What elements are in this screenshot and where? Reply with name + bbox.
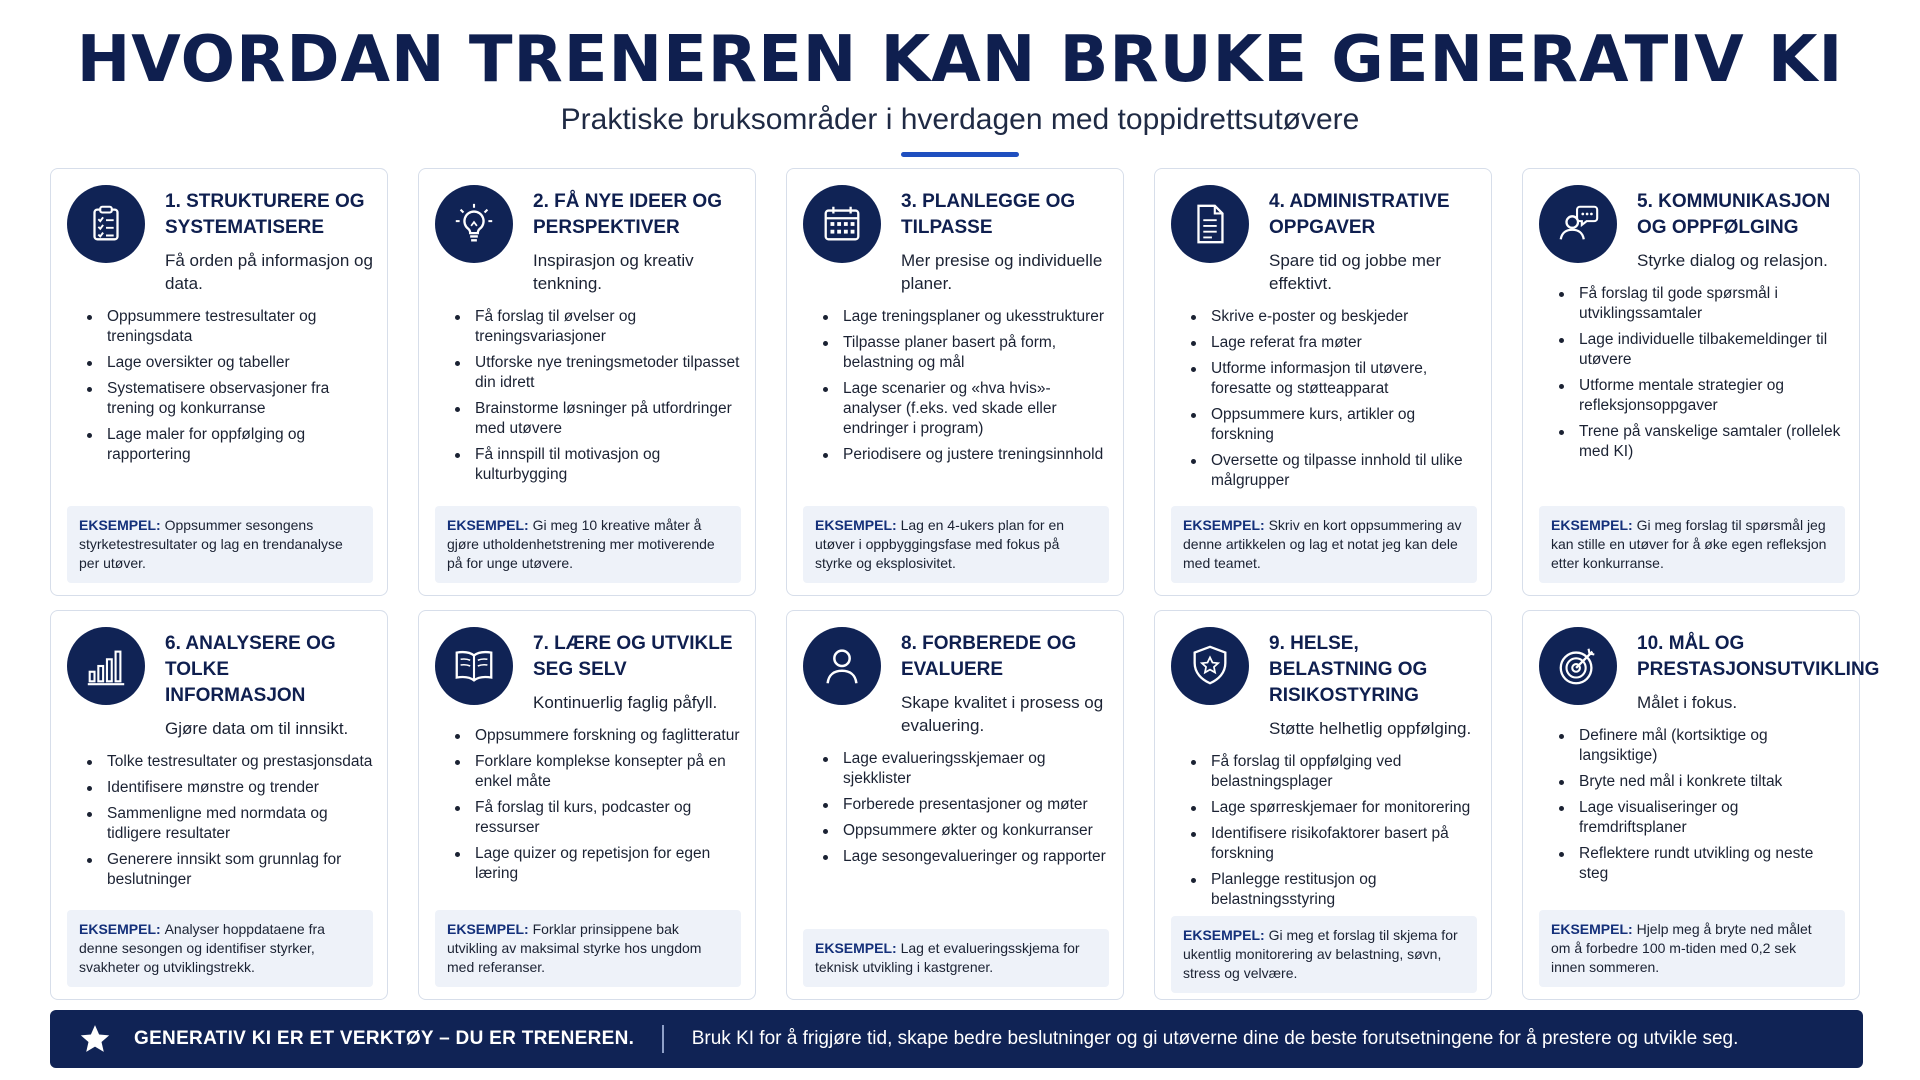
example-label: EKSEMPEL: — [1551, 921, 1637, 937]
card-title: 8. FORBEREDE OG EVALUERE — [901, 633, 1077, 680]
card-icon-badge — [803, 627, 881, 705]
example-text: Hjelp meg å bryte ned målet om å forbedre 100 m-tiden med 0,2 sek innen sommeren. — [1551, 921, 1812, 975]
bullet-item: Utforme mentale strategier og refleksjonsoppgaver — [1559, 376, 1845, 416]
bullet-item: Bryte ned mål i konkrete tiltak — [1559, 772, 1845, 792]
bullet-item: Oppsummere forskning og faglitteratur — [455, 726, 741, 746]
use-case-card — [1154, 168, 1492, 596]
card-title: 9. HELSE, BELASTNING OG RISIKOSTYRING — [1269, 633, 1428, 706]
bullet-list — [435, 307, 741, 491]
bullet-list — [1171, 752, 1477, 916]
example-box — [435, 910, 741, 987]
example-text: Gi meg et forslag til skjema for ukentlig monitorering av belastning, søvn, stress og velvære. — [1183, 927, 1458, 981]
card-header — [1171, 627, 1477, 740]
bullet-list — [1539, 726, 1845, 890]
page-subtitle: Praktiske bruksområder i hverdagen med toppidrettsutøvere — [560, 103, 1360, 136]
card-icon-badge — [67, 185, 145, 263]
use-case-card — [50, 168, 388, 596]
bullet-item: Få forslag til øvelser og treningsvariasjoner — [455, 307, 741, 347]
example-text: Gi meg forslag til spørsmål jeg kan stille en utøver for å øke egen refleksjon etter konkurranse. — [1551, 517, 1827, 571]
bullet-item: Skrive e-poster og beskjeder — [1191, 307, 1477, 327]
star-icon — [78, 1022, 112, 1056]
example-box — [1171, 506, 1477, 583]
calendar-icon — [819, 201, 865, 247]
example-text: Oppsummer sesongens styrketestresultater og lag en trendanalyse per utøver. — [79, 517, 343, 571]
bullet-item: Periodisere og justere treningsinnhold — [823, 445, 1109, 465]
bullet-item: Forberede presentasjoner og møter — [823, 795, 1109, 815]
bullet-item: Få forslag til oppfølging ved belastningsplager — [1191, 752, 1477, 792]
card-icon-badge — [1539, 627, 1617, 705]
use-case-card — [50, 610, 388, 1000]
bullet-item: Tolke testresultater og prestasjonsdata — [87, 752, 373, 772]
card-icon-badge — [67, 627, 145, 705]
card-header — [435, 627, 741, 714]
card-icon-badge — [435, 185, 513, 263]
bullet-item: Lage sesongevalueringer og rapporter — [823, 847, 1109, 867]
example-box — [67, 506, 373, 583]
use-case-card — [418, 610, 756, 1000]
card-header — [435, 185, 741, 295]
card-header — [803, 627, 1109, 737]
bullet-item: Lage individuelle tilbakemeldinger til utøvere — [1559, 330, 1845, 370]
bullet-list — [803, 749, 1109, 873]
example-label: EKSEMPEL: — [1183, 927, 1269, 943]
bullet-item: Lage quizer og repetisjon for egen læring — [455, 844, 741, 884]
bullet-item: Definere mål (kortsiktige og langsiktige) — [1559, 726, 1845, 766]
bullet-item: Få innspill til motivasjon og kulturbygging — [455, 445, 741, 485]
bullet-item: Lage visualiseringer og fremdriftsplaner — [1559, 798, 1845, 838]
bullet-list — [1171, 307, 1477, 497]
header — [50, 0, 1870, 157]
card-description: Inspirasjon og kreativ tenkning. — [533, 251, 694, 293]
card-description: Målet i fokus. — [1637, 693, 1738, 712]
bullet-item: Oppsummere økter og konkurranser — [823, 821, 1109, 841]
footer-banner — [50, 1010, 1863, 1068]
bullet-item: Identifisere mønstre og trender — [87, 778, 373, 798]
bullet-item: Oppsummere kurs, artikler og forskning — [1191, 405, 1477, 445]
footer-divider — [662, 1025, 664, 1053]
bullet-item: Generere innsikt som grunnlag for beslutninger — [87, 850, 373, 890]
use-case-card — [786, 610, 1124, 1000]
example-text: Lag en 4-ukers plan for en utøver i oppbyggingsfase med fokus på styrke og eksplosivitet. — [815, 517, 1065, 571]
card-description: Støtte helhetlig oppfølging. — [1269, 719, 1472, 738]
bullet-item: Lage treningsplaner og ukesstrukturer — [823, 307, 1109, 327]
bullet-list — [803, 307, 1109, 471]
title-underline — [901, 152, 1019, 157]
bullet-item: Få forslag til gode spørsmål i utviklingssamtaler — [1559, 284, 1845, 324]
card-icon-badge — [803, 185, 881, 263]
bullet-item: Utforske nye treningsmetoder tilpasset din idrett — [455, 353, 741, 393]
bullet-item: Lage spørreskjemaer for monitorering — [1191, 798, 1477, 818]
bullet-list — [1539, 284, 1845, 468]
example-box — [803, 506, 1109, 583]
card-description: Kontinuerlig faglig påfyll. — [533, 693, 718, 712]
card-description: Styrke dialog og relasjon. — [1637, 251, 1828, 270]
bullet-item: Identifisere risikofaktorer basert på forskning — [1191, 824, 1477, 864]
card-title: 10. MÅL OG PRESTASJONSUTVIKLING — [1637, 633, 1880, 680]
bullet-item: Trene på vanskelige samtaler (rollelek med KI) — [1559, 422, 1845, 462]
bullet-item: Systematisere observasjoner fra trening og konkurranse — [87, 379, 373, 419]
card-header — [1539, 185, 1845, 272]
example-label: EKSEMPEL: — [79, 921, 165, 937]
example-box — [435, 506, 741, 583]
example-label: EKSEMPEL: — [1183, 517, 1269, 533]
example-text: Forklar prinsippene bak utvikling av maksimal styrke hos ungdom med referanser. — [447, 921, 702, 975]
use-case-card — [1154, 610, 1492, 1000]
example-text: Lag et evalueringsskjema for teknisk utvikling i kastgrener. — [815, 940, 1080, 975]
bullet-item: Oversette og tilpasse innhold til ulike målgrupper — [1191, 451, 1477, 491]
example-box — [803, 929, 1109, 987]
bullet-list — [67, 307, 373, 471]
card-icon-badge — [1171, 185, 1249, 263]
target-icon — [1555, 643, 1601, 689]
bullet-item: Forklare komplekse konsepter på en enkel måte — [455, 752, 741, 792]
example-box — [67, 910, 373, 987]
use-case-card — [1522, 610, 1880, 1000]
document-icon — [1187, 201, 1233, 247]
card-header — [67, 627, 373, 740]
card-title: 5. KOMMUNIKASJON OG OPPFØLGING — [1637, 191, 1831, 238]
bullet-item: Lage evalueringsskjemaer og sjekklister — [823, 749, 1109, 789]
card-header — [67, 185, 373, 295]
example-label: EKSEMPEL: — [79, 517, 165, 533]
bullet-item: Oppsummere testresultater og treningsdata — [87, 307, 373, 347]
card-header — [803, 185, 1109, 295]
bullet-item: Få forslag til kurs, podcaster og ressurser — [455, 798, 741, 838]
bullet-item: Lage referat fra møter — [1191, 333, 1477, 353]
example-label: EKSEMPEL: — [815, 940, 901, 956]
shield-icon — [1187, 643, 1233, 689]
use-case-card — [1522, 168, 1860, 596]
chat-user-icon — [1555, 201, 1601, 247]
example-label: EKSEMPEL: — [815, 517, 901, 533]
bullet-item: Utforme informasjon til utøvere, foresatte og støtteapparat — [1191, 359, 1477, 399]
card-title: 4. ADMINISTRATIVE OPPGAVER — [1269, 191, 1450, 238]
bullet-item: Lage maler for oppfølging og rapportering — [87, 425, 373, 465]
page-title: HVORDAN TRENEREN KAN BRUKE GENERATIV KI — [76, 23, 1844, 97]
lightbulb-icon — [451, 201, 497, 247]
card-title: 7. LÆRE OG UTVIKLE SEG SELV — [533, 633, 733, 680]
bar-chart-icon — [83, 643, 129, 689]
card-description: Få orden på informasjon og data. — [165, 251, 373, 293]
footer-headline: GENERATIV KI ER ET VERKTØY – DU ER TRENEREN. — [134, 1028, 635, 1049]
bullet-item: Tilpasse planer basert på form, belastning og mål — [823, 333, 1109, 373]
card-title: 3. PLANLEGGE OG TILPASSE — [901, 191, 1076, 238]
person-icon — [819, 643, 865, 689]
example-box — [1171, 916, 1477, 993]
card-icon-badge — [435, 627, 513, 705]
example-text: Skriv en kort oppsummering av denne artikkelen og lag et notat jeg kan dele med teamet. — [1183, 517, 1462, 571]
example-label: EKSEMPEL: — [447, 517, 533, 533]
bullet-item: Reflektere rundt utvikling og neste steg — [1559, 844, 1845, 884]
example-text: Gi meg 10 kreative måter å gjøre utholdenhetstrening mer motiverende på for unge utøvere. — [447, 517, 715, 571]
example-box — [1539, 910, 1845, 987]
example-label: EKSEMPEL: — [447, 921, 533, 937]
bullet-list — [67, 752, 373, 896]
example-text: Analyser hoppdataene fra denne sesongen og identifiser styrker, svakheter og utviklingstrekk. — [79, 921, 325, 975]
card-title: 1. STRUKTURERE OG SYSTEMATISERE — [165, 191, 365, 238]
card-icon-badge — [1539, 185, 1617, 263]
bullet-item: Planlegge restitusjon og belastningsstyring — [1191, 870, 1477, 910]
use-case-card — [786, 168, 1124, 596]
card-title: 6. ANALYSERE OG TOLKE INFORMASJON — [165, 633, 336, 706]
use-case-card — [418, 168, 756, 596]
bullet-item: Sammenligne med normdata og tidligere resultater — [87, 804, 373, 844]
bullet-item: Brainstorme løsninger på utfordringer med utøvere — [455, 399, 741, 439]
bullet-item: Lage oversikter og tabeller — [87, 353, 373, 373]
open-book-icon — [451, 643, 497, 689]
bullet-item: Lage scenarier og «hva hvis»-analyser (f.eks. ved skade eller endringer i program) — [823, 379, 1109, 439]
card-grid — [50, 168, 1880, 1000]
card-header — [1539, 627, 1880, 714]
card-description: Skape kvalitet i prosess og evaluering. — [901, 693, 1104, 735]
card-description: Mer presise og individuelle planer. — [901, 251, 1103, 293]
card-title: 2. FÅ NYE IDEER OG PERSPEKTIVER — [533, 191, 722, 238]
card-icon-badge — [1171, 627, 1249, 705]
card-description: Gjøre data om til innsikt. — [165, 719, 349, 738]
example-label: EKSEMPEL: — [1551, 517, 1637, 533]
card-description: Spare tid og jobbe mer effektivt. — [1269, 251, 1441, 293]
clipboard-checklist-icon — [83, 201, 129, 247]
bullet-list — [435, 726, 741, 890]
footer-text: Bruk KI for å frigjøre tid, skape bedre beslutninger og gi utøverne dine de beste forutsetningene for å prestere og utvikle seg. — [691, 1028, 1739, 1049]
example-box — [1539, 506, 1845, 583]
card-header — [1171, 185, 1477, 295]
